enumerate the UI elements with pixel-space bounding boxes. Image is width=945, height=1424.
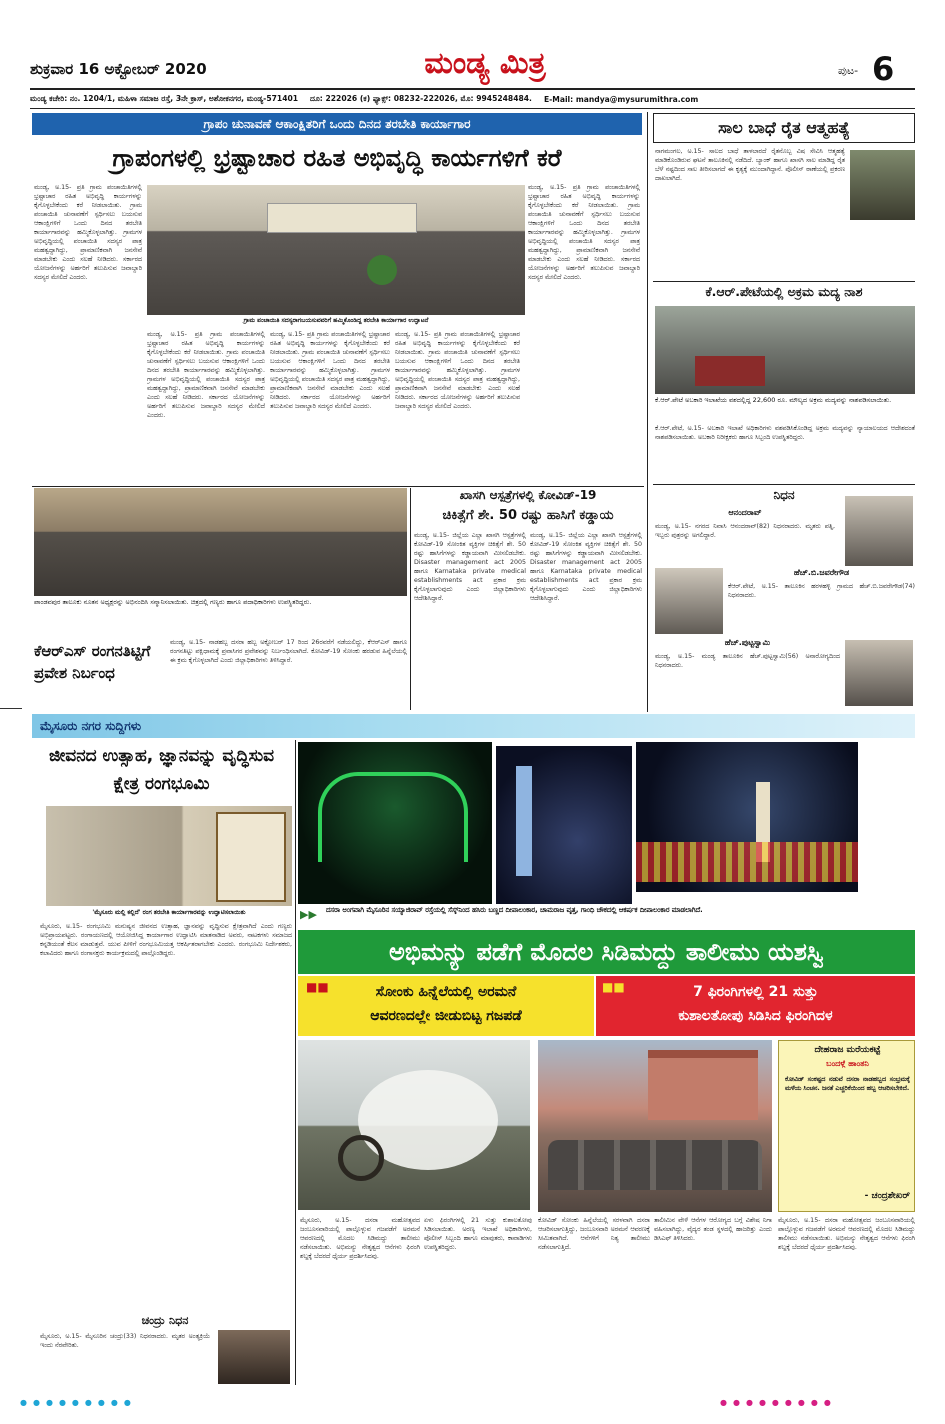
- sub-left-box: [298, 976, 594, 1036]
- liquor-body: ಕೆ.ಆರ್.ಪೇಟೆ, ಅ.15- ಅಬಕಾರಿ ಇಲಾಖೆ ಅಧಿಕಾರಿಗಳು ವಶಪಡಿಸಿಕೊಂಡಿದ್ದ ಅಕ್ರಮ ಮದ್ಯವನ್ನು ನ್ಯಾಯಾಲಯದ ಆದೇಶದಂತೆ ನಾಶಪಡಿಸಲಾಯಿತು. ಅಬಕಾರಿ ನಿರೀಕ್ಷಕರು ಹಾಗೂ ಸಿಬ್ಬಂದಿ ಉಪಸ್ಥಿತರಿದ್ದರು.: [655, 425, 915, 441]
- liquor-rule: [653, 484, 915, 485]
- lights-photo-2: [496, 746, 632, 904]
- sub-left-bullets: ■■: [306, 980, 329, 994]
- obit-name-3: ಹೆಚ್.ಪುಟ್ಟಸ್ವಾಮಿ: [724, 638, 771, 647]
- info-box-body: ಕೋವಿಡ್ ಸಂಕಷ್ಟದ ನಡುವೆ ದಸರಾ ನಾಡಹಬ್ಬದ ಸಂಭ್ರಮಕ್ಕೆ ಮಳೆಯ ಸಿಂಚನ. ಜನತೆ ಎಚ್ಚರಿಕೆಯಿಂದ ಹಬ್ಬ ಆಚರಿಸಬೇಕಿದೆ.: [785, 1076, 910, 1092]
- elephant-photo: [538, 1040, 772, 1212]
- lights-photo-1: [298, 742, 492, 904]
- obit-body-2: ಕೆಆರ್.ಪೇಟೆ, ಅ.15- ತಾಲೂಕಿನ ಹರಳಹಳ್ಳಿ ಗ್ರಾಮದ ಹೆಚ್.ಬಿ.ಜವರೇಗೌಡ(74) ನಿಧನರಾದರು.: [728, 583, 915, 599]
- palace-in-photo: [648, 1050, 758, 1120]
- registration-marks-right: ●●●●●●●●●: [720, 1398, 837, 1407]
- section-rule-1: [32, 486, 644, 487]
- farmer-body: ನಾಗಮಂಗಲ, ಅ.15- ಸಾಲದ ಬಾಧೆ ತಾಳಲಾರದೆ ರೈತನೊಬ್ಬ ವಿಷ ಸೇವಿಸಿ ಆತ್ಮಹತ್ಯೆ ಮಾಡಿಕೊಂಡಿರುವ ಘಟನೆ ತಾಲೂಕಿನಲ್ಲಿ ನಡೆದಿದೆ. ಬ್ಯಾಂಕ್ ಹಾಗೂ ಖಾಸಗಿ ಸಾಲ ಮಾಡಿದ್ದ ರೈತ ಬೆಳೆ ನಷ್ಟದಿಂದ ಸಾಲ ತೀರಿಸಲಾಗದೆ ಈ ಕೃತ್ಯಕ್ಕೆ ಮುಂದಾಗಿದ್ದಾನೆ. ಪೊಲೀಸ್ ಠಾಣೆಯಲ್ಲಿ ಪ್ರಕರಣ ದಾಖಲಾಗಿದೆ.: [655, 148, 845, 182]
- covid-body-col2: ಮಂಡ್ಯ, ಅ.15- ಜಿಲ್ಲೆಯ ಎಲ್ಲಾ ಖಾಸಗಿ ಆಸ್ಪತ್ರೆಗಳಲ್ಲಿ ಕೋವಿಡ್-19 ಸೋಂಕಿತ ವ್ಯಕ್ತಿಗಳ ಚಿಕಿತ್ಸೆಗೆ ಶೇ. 50 ರಷ್ಟು ಹಾಸಿಗೆಗಳನ್ನು ಕಡ್ಡಾಯವಾಗಿ ಮೀಸಲಿಡಬೇಕು. Disaster management act 2005 ಹಾಗೂ Karnataka private medical establishments act ಪ್ರಕಾರ ಕ್ರಮ ಕೈಗೊಳ್ಳಲಾಗುವುದು ಎಂದು ಜಿಲ್ಲಾಧಿಕಾರಿಗಳು ಆದೇಶಿಸಿದ್ದಾರೆ.: [530, 532, 642, 602]
- column-rule-main: [647, 112, 648, 712]
- chandru-heading: ಚಂದ್ರು ನಿಧನ: [141, 1314, 189, 1327]
- green-arch-in-photo: [318, 772, 468, 862]
- lead-body-col5: ಮಂಡ್ಯ, ಅ.15- ಪ್ರತಿ ಗ್ರಾಮ ಪಂಚಾಯಿತಿಗಳಲ್ಲಿ ಭ್ರಷ್ಟಾಚಾರ ರಹಿತ ಅಭಿವೃದ್ಧಿ ಕಾರ್ಯಗಳನ್ನು ಕೈಗೊಳ್ಳಬೇಕೆಂದು ಕರೆ ನೀಡಲಾಯಿತು. ಗ್ರಾಮ ಪಂಚಾಯಿತಿ ಚುನಾವಣೆಗೆ ಸ್ಪರ್ಧಿಸಲು ಬಯಸುವ ಆಕಾಂಕ್ಷಿಗಳಿಗೆ ಒಂದು ದಿನದ ತರಬೇತಿ ಕಾರ್ಯಾಗಾರವನ್ನು ಹಮ್ಮಿಕೊಳ್ಳಲಾಗಿತ್ತು. ಗ್ರಾಮಗಳ ಅಭಿವೃದ್ಧಿಯಲ್ಲಿ ಪಂಚಾಯಿತಿ ಸದಸ್ಯರ ಪಾತ್ರ ಮಹತ್ವದ್ದಾಗಿದ್ದು, ಪ್ರಾಮಾಣಿಕವಾಗಿ ಜನಸೇವೆ ಮಾಡಬೇಕು ಎಂದು ಸಲಹೆ ನೀಡಿದರು. ಸರ್ಕಾರದ ಯೋಜನೆಗಳನ್ನು ಅರ್ಹರಿಗೆ ತಲುಪಿಸುವ ಜವಾಬ್ದಾರಿ ಸದಸ್ಯರ ಮೇಲಿದೆ ಎಂದರು.: [528, 184, 640, 281]
- sub-left-line-1: ಸೋಂಕು ಹಿನ್ನೆಲೆಯಲ್ಲಿ ಅರಮನೆ: [375, 984, 517, 1000]
- paper-name: ಮಂಡ್ಯ ಮಿತ್ರ: [424, 46, 546, 81]
- felicitation-photo: [34, 488, 407, 596]
- email-address: E-Mail: mandya@mysurumithra.com: [543, 94, 699, 104]
- lead-body-col4: ಮಂಡ್ಯ, ಅ.15- ಪ್ರತಿ ಗ್ರಾಮ ಪಂಚಾಯಿತಿಗಳಲ್ಲಿ ಭ್ರಷ್ಟಾಚಾರ ರಹಿತ ಅಭಿವೃದ್ಧಿ ಕಾರ್ಯಗಳನ್ನು ಕೈಗೊಳ್ಳಬೇಕೆಂದು ಕರೆ ನೀಡಲಾಯಿತು. ಗ್ರಾಮ ಪಂಚಾಯಿತಿ ಚುನಾವಣೆಗೆ ಸ್ಪರ್ಧಿಸಲು ಬಯಸುವ ಆಕಾಂಕ್ಷಿಗಳಿಗೆ ಒಂದು ದಿನದ ತರಬೇತಿ ಕಾರ್ಯಾಗಾರವನ್ನು ಹಮ್ಮಿಕೊಳ್ಳಲಾಗಿತ್ತು. ಗ್ರಾಮಗಳ ಅಭಿವೃದ್ಧಿಯಲ್ಲಿ ಪಂಚಾಯಿತಿ ಸದಸ್ಯರ ಪಾತ್ರ ಮಹತ್ವದ್ದಾಗಿದ್ದು, ಪ್ರಾಮಾಣಿಕವಾಗಿ ಜನಸೇವೆ ಮಾಡಬೇಕು ಎಂದು ಸಲಹೆ ನೀಡಿದರು. ಸರ್ಕಾರದ ಯೋಜನೆಗಳನ್ನು ಅರ್ಹರಿಗೆ ತಲುಪಿಸುವ ಜವಾಬ್ದಾರಿ ಸದಸ್ಯರ ಮೇಲಿದೆ ಎಂದರು.: [395, 331, 520, 410]
- sub-right-box: [596, 976, 915, 1036]
- issue-date: ಶುಕ್ರವಾರ 16 ಅಕ್ಟೋಬರ್ 2020: [30, 60, 207, 78]
- sub-left-line-2: ಆವರಣದಲ್ಲೇ ಜೀಡುಬಿಟ್ಟ ಗಜಪಡೆ: [370, 1008, 522, 1024]
- obit-body-3: ಮಂಡ್ಯ, ಅ.15- ಮಂಡ್ಯ ತಾಲೂಕಿನ ಹೆಚ್.ಪುಟ್ಟಸ್ವಾಮಿ(56) ಅನಾರೋಗ್ಯದಿಂದ ನಿಧನರಾದರು.: [655, 653, 840, 669]
- obit-name-1: ಆನಂದರಾವ್: [728, 508, 762, 517]
- abhimanyu-body-col5: ಮೈಸೂರು, ಅ.15- ದಸರಾ ಮಹೋತ್ಸವದ ಜಂಬೂಸವಾರಿಯಲ್ಲಿ ಪಾಲ್ಗೊಳ್ಳುವ ಗಜಪಡೆಗೆ ಅರಮನೆ ಆವರಣದಲ್ಲಿ ಮೊದಲ ಸಿಡಿಮದ್ದು ತಾಲೀಮು ನಡೆಸಲಾಯಿತು. ಅಭಿಮನ್ಯು ನೇತೃತ್ವದ ಆನೆಗಳು ಫಿರಂಗಿ ಶಬ್ದಕ್ಕೆ ಬೆದರದೆ ಧೈರ್ಯ ಪ್ರದರ್ಶಿಸಿದವು.: [778, 1217, 915, 1251]
- light-strings-in-photo: [636, 842, 858, 882]
- lead-body-col1: ಮಂಡ್ಯ, ಅ.15- ಪ್ರತಿ ಗ್ರಾಮ ಪಂಚಾಯಿತಿಗಳಲ್ಲಿ ಭ್ರಷ್ಟಾಚಾರ ರಹಿತ ಅಭಿವೃದ್ಧಿ ಕಾರ್ಯಗಳನ್ನು ಕೈಗೊಳ್ಳಬೇಕೆಂದು ಕರೆ ನೀಡಲಾಯಿತು. ಗ್ರಾಮ ಪಂಚಾಯಿತಿ ಚುನಾವಣೆಗೆ ಸ್ಪರ್ಧಿಸಲು ಬಯಸುವ ಆಕಾಂಕ್ಷಿಗಳಿಗೆ ಒಂದು ದಿನದ ತರಬೇತಿ ಕಾರ್ಯಾಗಾರವನ್ನು ಹಮ್ಮಿಕೊಳ್ಳಲಾಗಿತ್ತು. ಗ್ರಾಮಗಳ ಅಭಿವೃದ್ಧಿಯಲ್ಲಿ ಪಂಚಾಯಿತಿ ಸದಸ್ಯರ ಪಾತ್ರ ಮಹತ್ವದ್ದಾಗಿದ್ದು, ಪ್ರಾಮಾಣಿಕವಾಗಿ ಜನಸೇವೆ ಮಾಡಬೇಕು ಎಂದು ಸಲಹೆ ನೀಡಿದರು. ಸರ್ಕಾರದ ಯೋಜನೆಗಳನ್ನು ಅರ್ಹರಿಗೆ ತಲುಪಿಸುವ ಜವಾಬ್ದಾರಿ ಸದಸ್ಯರ ಮೇಲಿದೆ ಎಂದರು.: [34, 184, 142, 281]
- sub-right-bullets: ■■: [602, 980, 625, 994]
- sub-right-line-1: 7 ಫಿರಂಗಿಗಳಲ್ಲಿ 21 ಸುತ್ತು: [693, 984, 818, 1000]
- chandru-body: ಮೈಸೂರು, ಅ.15- ಮೈಸೂರಿನ ಚಂದ್ರು(33) ನಿಧನರಾದರು. ಮೃತರ ಅಂತ್ಯಕ್ರಿಯೆ ಇಂದು ನೆರವೇರಿತು.: [40, 1333, 210, 1349]
- column-rule-covid: [410, 488, 411, 710]
- page-label: ಪುಟ-: [838, 64, 859, 77]
- registration-marks-left: ●●●●●●●●●: [20, 1398, 137, 1407]
- dasara-info-box: [778, 1040, 915, 1212]
- lights-caption-arrows: ▶▶: [300, 908, 317, 921]
- info-box-signature: - ಚಂದ್ರಶೇಖರ್: [864, 1191, 910, 1201]
- abhimanyu-body-col3: ಕೋವಿಡ್ ಸೋಂಕು ಹಿನ್ನೆಲೆಯಲ್ಲಿ ಸರಳವಾಗಿ ದಸರಾ ಆಚರಿಸಲಾಗುತ್ತಿದ್ದು, ಜಂಬೂಸವಾರಿ ಅರಮನೆ ಆವರಣಕ್ಕೆ ಸೀಮಿತವಾಗಿದೆ. ಆನೆಗಳಿಗೆ ನಿತ್ಯ ತಾಲೀಮು ನಡೆಸಲಾಗುತ್ತಿದೆ.: [538, 1217, 650, 1251]
- page-number: 6: [872, 50, 895, 88]
- info-box-title-1: ದೇಹರಾಜ ಮರೆಯಕಟ್ಟೆ: [814, 1045, 881, 1055]
- plant-in-photo: [367, 255, 397, 285]
- masthead: [30, 46, 915, 90]
- liquor-headline: ಕೆ.ಆರ್.ಪೇಟೆಯಲ್ಲಿ ಅಕ್ರಮ ಮದ್ಯ ನಾಶ: [705, 284, 863, 299]
- info-box-title-2: ಬಂದಳ್ಗೆ ಹಾಂತನಿ: [826, 1059, 869, 1068]
- covid-headline-2: ಚಿಕಿತ್ಸೆಗೆ ಶೇ. 50 ರಷ್ಟು ಹಾಸಿಗೆ ಕಡ್ಡಾಯ: [442, 508, 614, 523]
- obit-photo-1: [845, 496, 913, 566]
- lights-photo-3: [636, 742, 858, 892]
- farmer-photo: [850, 150, 915, 220]
- obit-heading: ನಿಧನ: [773, 488, 795, 502]
- address-rule: [30, 108, 915, 109]
- masthead-rule: [30, 88, 915, 90]
- liquor-photo: [655, 306, 915, 394]
- lights-caption: ದಸರಾ ಅಂಗವಾಗಿ ಮೈಸೂರಿನ ಸಯ್ಯಾಜಿರಾವ್ ರಸ್ತೆಯಲ್ಲಿ ಸೆಸ್ಕ್‌ನಿಂದ ಹಸಿರು ಬಣ್ಣದ ದೀಪಾಲಂಕಾರ, ಚಾಮರಾಜ ವೃತ್ತ, ಗಾಂಧಿ ಚೌಕದಲ್ಲಿ ಆಕರ್ಷಕ ದೀಪಾಲಂಕಾರ ಮಾಡಲಾಗಿದೆ.: [326, 906, 703, 914]
- obit-body-1: ಮಂಡ್ಯ, ಅ.15- ನಗರದ ನಿವಾಸಿ ಆನಂದರಾವ್(82) ನಿಧನರಾದರು. ಮೃತರು ಪತ್ನಿ, ಇಬ್ಬರು ಪುತ್ರರನ್ನು ಅಗಲಿದ್ದಾರೆ.: [655, 523, 835, 539]
- lead-photo-caption: ಗ್ರಾಮ ಪಂಚಾಯಿತಿ ಸದಸ್ಯರಾಗಬಯಸುವವರಿಗೆ ಹಮ್ಮಿಕೊಂಡಿದ್ದ ತರಬೇತಿ ಕಾರ್ಯಾಗಾರ ಉದ್ಘಾಟನೆ: [243, 317, 429, 324]
- ranga-photo: [46, 806, 292, 906]
- krs-body: ಮಂಡ್ಯ, ಅ.15- ನಾಡಹಬ್ಬ ದಸರಾ ಹಬ್ಬ ಅಕ್ಟೋಬರ್ 17 ರಿಂದ 26ರವರೆಗೆ ನಡೆಯಲಿದ್ದು, ಕೆಆರ್‌ಎಸ್ ಹಾಗೂ ರಂಗನತಿಟ್ಟು ಪಕ್ಷಿಧಾಮಕ್ಕೆ ಪ್ರವಾಸಿಗರ ಪ್ರವೇಶವನ್ನು ನಿರ್ಬಂಧಿಸಲಾಗಿದೆ. ಕೋವಿಡ್-19 ಸೋಂಕು ಹರಡುವ ಹಿನ್ನೆಲೆಯಲ್ಲಿ ಈ ಕ್ರಮ ಕೈಗೊಳ್ಳಲಾಗಿದೆ ಎಂದು ಜಿಲ್ಲಾಧಿಕಾರಿಗಳು ತಿಳಿಸಿದ್ದಾರೆ.: [170, 639, 407, 664]
- elephants-in-photo: [548, 1140, 762, 1190]
- office-address: ಮಂಡ್ಯ ಕಚೇರಿ: ನಂ. 1204/1, ಮಹಿಳಾ ಸಮಾಜ ರಸ್ತೆ, 3ನೇ ಕ್ರಾಸ್, ಅಶೋಕನಗರ, ಮಂಡ್ಯ-571401: [30, 94, 299, 103]
- chandru-photo: [218, 1330, 290, 1384]
- farmer-headline: ಸಾಲ ಬಾಧೆ ರೈತ ಆತ್ಮಹತ್ಯೆ: [718, 118, 850, 137]
- liquor-caption: ಕೆ.ಆರ್.ಪೇಟೆ ಅಬಕಾರಿ ಇಲಾಖೆಯ ವಶದಲ್ಲಿದ್ದ 22,600 ರೂ. ಮೌಲ್ಯದ ಅಕ್ರಮ ಮದ್ಯವನ್ನು ನಾಶಪಡಿಸಲಾಯಿತು.: [655, 396, 892, 404]
- cannon-photo: [298, 1040, 530, 1210]
- banner-in-photo: [267, 203, 417, 233]
- felicitation-caption: ಪಾಂಡವಪುರ ತಾಲೂಕು ನೂತನ ಅಧ್ಯಕ್ಷರನ್ನು ಅಭಿನಂದಿಸಿ ಸನ್ಮಾನಿಸಲಾಯಿತು. ಚಿತ್ರದಲ್ಲಿ ಗಣ್ಯರು ಹಾಗೂ ಪದಾಧಿಕಾರಿಗಳು ಉಪಸ್ಥಿತರಿದ್ದರು.: [34, 598, 312, 606]
- abhimanyu-headline-bar: [298, 930, 915, 974]
- lead-headline: ಗ್ರಾಪಂಗಳಲ್ಲಿ ಭ್ರಷ್ಟಾಚಾರ ರಹಿತ ಅಭಿವೃದ್ಧಿ ಕಾರ್ಯಗಳಿಗೆ ಕರೆ: [112, 144, 562, 172]
- obit-photo-2: [655, 568, 723, 634]
- column-rule-mysuru: [295, 740, 296, 1385]
- farmer-headline-box: [653, 113, 915, 143]
- mysuru-section-title: ಮೈಸೂರು ನಗರ ಸುದ್ದಿಗಳು: [40, 719, 142, 733]
- lead-body-col3: ಮಂಡ್ಯ, ಅ.15- ಪ್ರತಿ ಗ್ರಾಮ ಪಂಚಾಯಿತಿಗಳಲ್ಲಿ ಭ್ರಷ್ಟಾಚಾರ ರಹಿತ ಅಭಿವೃದ್ಧಿ ಕಾರ್ಯಗಳನ್ನು ಕೈಗೊಳ್ಳಬೇಕೆಂದು ಕರೆ ನೀಡಲಾಯಿತು. ಗ್ರಾಮ ಪಂಚಾಯಿತಿ ಚುನಾವಣೆಗೆ ಸ್ಪರ್ಧಿಸಲು ಬಯಸುವ ಆಕಾಂಕ್ಷಿಗಳಿಗೆ ಒಂದು ದಿನದ ತರಬೇತಿ ಕಾರ್ಯಾಗಾರವನ್ನು ಹಮ್ಮಿಕೊಳ್ಳಲಾಗಿತ್ತು. ಗ್ರಾಮಗಳ ಅಭಿವೃದ್ಧಿಯಲ್ಲಿ ಪಂಚಾಯಿತಿ ಸದಸ್ಯರ ಪಾತ್ರ ಮಹತ್ವದ್ದಾಗಿದ್ದು, ಪ್ರಾಮಾಣಿಕವಾಗಿ ಜನಸೇವೆ ಮಾಡಬೇಕು ಎಂದು ಸಲಹೆ ನೀಡಿದರು. ಸರ್ಕಾರದ ಯೋಜನೆಗಳನ್ನು ಅರ್ಹರಿಗೆ ತಲುಪಿಸುವ ಜವಾಬ್ದಾರಿ ಸದಸ್ಯರ ಮೇಲಿದೆ ಎಂದರು.: [270, 331, 390, 410]
- phone-numbers: ದೂ: 222026 (ಕ) ಫ್ಯಾಕ್ಸ್: 08232-222026, ಮೊ: 9945248484.: [310, 94, 532, 103]
- abhimanyu-body-col4: ತಾಲೀಮಿನ ವೇಳೆ ಆನೆಗಳ ಆರೋಗ್ಯದ ಬಗ್ಗೆ ವಿಶೇಷ ನಿಗಾ ವಹಿಸಲಾಗಿದ್ದು, ವೈದ್ಯರ ತಂಡ ಸ್ಥಳದಲ್ಲಿ ಹಾಜರಿತ್ತು ಎಂದು ಡಿಸಿಎಫ್ ತಿಳಿಸಿದರು.: [654, 1217, 772, 1242]
- krs-headline: ಕೆಆರ್‌ಎಸ್ ರಂಗನತಿಟ್ಟಿಗೆ ಪ್ರವೇಶ ನಿರ್ಬಂಧ: [34, 642, 151, 682]
- cannon-wheel-in-photo: [338, 1135, 384, 1181]
- lead-body-col2: ಮಂಡ್ಯ, ಅ.15- ಪ್ರತಿ ಗ್ರಾಮ ಪಂಚಾಯಿತಿಗಳಲ್ಲಿ ಭ್ರಷ್ಟಾಚಾರ ರಹಿತ ಅಭಿವೃದ್ಧಿ ಕಾರ್ಯಗಳನ್ನು ಕೈಗೊಳ್ಳಬೇಕೆಂದು ಕರೆ ನೀಡಲಾಯಿತು. ಗ್ರಾಮ ಪಂಚಾಯಿತಿ ಚುನಾವಣೆಗೆ ಸ್ಪರ್ಧಿಸಲು ಬಯಸುವ ಆಕಾಂಕ್ಷಿಗಳಿಗೆ ಒಂದು ದಿನದ ತರಬೇತಿ ಕಾರ್ಯಾಗಾರವನ್ನು ಹಮ್ಮಿಕೊಳ್ಳಲಾಗಿತ್ತು. ಗ್ರಾಮಗಳ ಅಭಿವೃದ್ಧಿಯಲ್ಲಿ ಪಂಚಾಯಿತಿ ಸದಸ್ಯರ ಪಾತ್ರ ಮಹತ್ವದ್ದಾಗಿದ್ದು, ಪ್ರಾಮಾಣಿಕವಾಗಿ ಜನಸೇವೆ ಮಾಡಬೇಕು ಎಂದು ಸಲಹೆ ನೀಡಿದರು. ಸರ್ಕಾರದ ಯೋಜನೆಗಳನ್ನು ಅರ್ಹರಿಗೆ ತಲುಪಿಸುವ ಜವಾಬ್ದಾರಿ ಸದಸ್ಯರ ಮೇಲಿದೆ ಎಂದರು.: [147, 331, 265, 419]
- covid-headline-1: ಖಾಸಗಿ ಆಸ್ಪತ್ರೆಗಳಲ್ಲಿ ಕೋವಿಡ್-19: [459, 488, 597, 502]
- ranga-body: ಮೈಸೂರು, ಅ.15- ರಂಗಭೂಮಿ ಮನುಷ್ಯನ ಜೀವನದ ಉತ್ಸಾಹ, ಜ್ಞಾನವನ್ನು ವೃದ್ಧಿಸುವ ಕ್ಷೇತ್ರವಾಗಿದೆ ಎಂದು ಗಣ್ಯರು ಅಭಿಪ್ರಾಯಪಟ್ಟರು. ರಂಗಾಯಣದಲ್ಲಿ ಆಯೋಜಿಸಿದ್ದ ಕಾರ್ಯಾಗಾರ ಉದ್ಘಾಟಿಸಿ ಮಾತನಾಡಿದ ಅವರು, ನಾಟಕಗಳು ಸಮಾಜದ ಕನ್ನಡಿಯಂತೆ ಕೆಲಸ ಮಾಡುತ್ತವೆ. ಯುವ ಪೀಳಿಗೆ ರಂಗಭೂಮಿಯತ್ತ ಆಕರ್ಷಿತರಾಗಬೇಕು ಎಂದರು. ರಂಗಭೂಮಿ ನಿರ್ದೇಶಕರು, ಕಲಾವಿದರು ಹಾಗೂ ರಂಗಾಸಕ್ತರು ಕಾರ್ಯಕ್ರಮದಲ್ಲಿ ಪಾಲ್ಗೊಂಡಿದ್ದರು.: [40, 923, 292, 957]
- covid-body-col1: ಮಂಡ್ಯ, ಅ.15- ಜಿಲ್ಲೆಯ ಎಲ್ಲಾ ಖಾಸಗಿ ಆಸ್ಪತ್ರೆಗಳಲ್ಲಿ ಕೋವಿಡ್-19 ಸೋಂಕಿತ ವ್ಯಕ್ತಿಗಳ ಚಿಕಿತ್ಸೆಗೆ ಶೇ. 50 ರಷ್ಟು ಹಾಸಿಗೆಗಳನ್ನು ಕಡ್ಡಾಯವಾಗಿ ಮೀಸಲಿಡಬೇಕು. Disaster management act 2005 ಹಾಗೂ Karnataka private medical establishments act ಪ್ರಕಾರ ಕ್ರಮ ಕೈಗೊಳ್ಳಲಾಗುವುದು ಎಂದು ಜಿಲ್ಲಾಧಿಕಾರಿಗಳು ಆದೇಶಿಸಿದ್ದಾರೆ.: [414, 532, 526, 602]
- obit-photo-3: [845, 640, 913, 706]
- address-strip: [30, 91, 915, 107]
- farmer-rule: [653, 281, 915, 282]
- bottles-in-photo: [695, 356, 765, 386]
- abhimanyu-body-col2: ಏಳು ಫಿರಂಗಿಗಳಲ್ಲಿ 21 ಸುತ್ತು ಕುಶಾಲತೋಪು ಸಿಡಿಸಲಾಯಿತು. ಅರಣ್ಯ ಇಲಾಖೆ ಅಧಿಕಾರಿಗಳು, ಪೊಲೀಸ್ ಸಿಬ್ಬಂದಿ ಹಾಗೂ ಮಾವುತರು, ಕಾವಾಡಿಗಳು ಉಪಸ್ಥಿತರಿದ್ದರು.: [424, 1217, 532, 1251]
- ranga-headline: ಜೀವನದ ಉತ್ಸಾಹ, ಜ್ಞಾನವನ್ನು ವೃದ್ಧಿಸುವ ಕ್ಷೇತ್ರ ರಂಗಭೂಮಿ: [48, 746, 275, 794]
- crop-mark: [0, 708, 22, 709]
- mysuru-section-bar: [32, 714, 915, 738]
- abhimanyu-headline: ಅಭಿಮನ್ಯು ಪಡೆಗೆ ಮೊದಲ ಸಿಡಿಮದ್ದು ತಾಲೀಮು ಯಶಸ್ವಿ: [389, 938, 824, 966]
- lead-kicker: ಗ್ರಾಪಂ ಚುನಾವಣೆ ಆಕಾಂಕ್ಷಿತರಿಗೆ ಒಂದು ದಿನದ ತರಬೇತಿ ಕಾರ್ಯಾಗಾರ: [32, 113, 642, 135]
- obit-name-2: ಹೆಚ್.ಬಿ.ಜವರೇಗೌಡ: [793, 568, 850, 577]
- portrait-art-in-photo: [216, 812, 286, 902]
- clock-tower-in-photo: [516, 766, 532, 876]
- lead-photo: [147, 185, 525, 315]
- abhimanyu-body-col1: ಮೈಸೂರು, ಅ.15- ದಸರಾ ಮಹೋತ್ಸವದ ಜಂಬೂಸವಾರಿಯಲ್ಲಿ ಪಾಲ್ಗೊಳ್ಳುವ ಗಜಪಡೆಗೆ ಅರಮನೆ ಆವರಣದಲ್ಲಿ ಮೊದಲ ಸಿಡಿಮದ್ದು ತಾಲೀಮು ನಡೆಸಲಾಯಿತು. ಅಭಿಮನ್ಯು ನೇತೃತ್ವದ ಆನೆಗಳು ಫಿರಂಗಿ ಶಬ್ದಕ್ಕೆ ಬೆದರದೆ ಧೈರ್ಯ ಪ್ರದರ್ಶಿಸಿದವು.: [300, 1217, 420, 1260]
- ranga-caption: 'ಮೈಸೂರು ಮಲ್ಲಿ ಕಲ್ಲಿದೆ' ರಂಗ ತರಬೇತಿ ಕಾರ್ಯಾಗಾರವನ್ನು ಉದ್ಘಾಟಿಸಲಾಯಿತು: [92, 909, 246, 916]
- sub-right-line-2: ಕುಶಾಲತೋಪು ಸಿಡಿಸಿದ ಫಿರಂಗಿದಳ: [678, 1008, 833, 1024]
